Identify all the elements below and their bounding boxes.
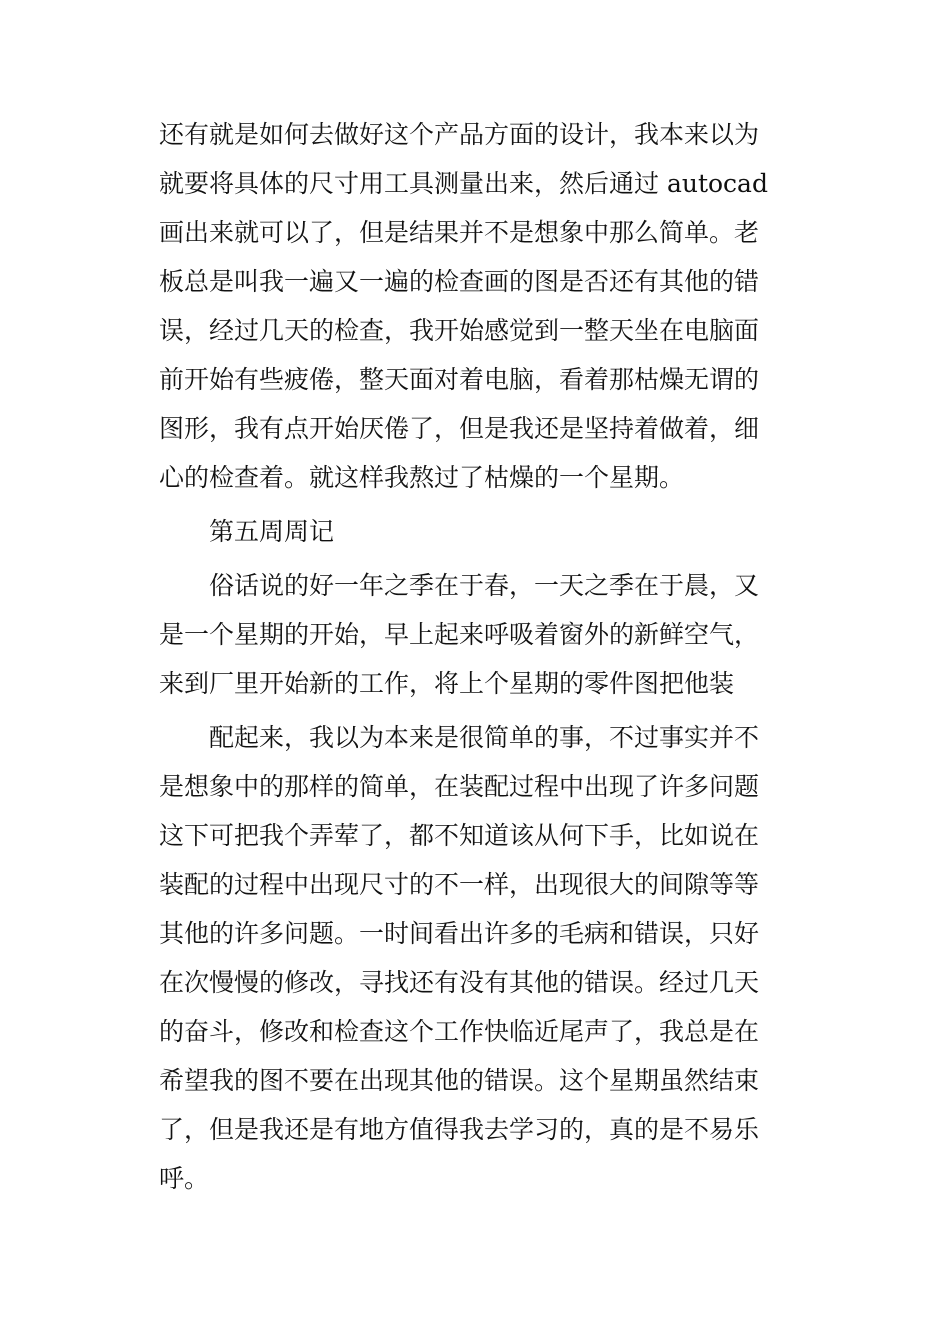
text-line: 呼。	[159, 1164, 210, 1193]
paragraph-3	[159, 713, 779, 1203]
text-line: 还有就是如何去做好这个产品方面的设计，我本来以为	[159, 120, 760, 149]
text-line: 俗话说的好一年之季在于春，一天之季在于晨，又	[209, 571, 760, 600]
text-line: 图形，我有点开始厌倦了，但是我还是坚持着做着，细	[159, 414, 760, 443]
text-line: 板总是叫我一遍又一遍的检查画的图是否还有其他的错	[159, 267, 760, 296]
text-line: 来到厂里开始新的工作，将上个星期的零件图把他装	[159, 669, 735, 698]
text-line: 是想象中的那样的简单，在装配过程中出现了许多问题	[159, 772, 760, 801]
text-line: 画出来就可以了，但是结果并不是想象中那么简单。老	[159, 218, 760, 247]
text-line: 是一个星期的开始，早上起来呼吸着窗外的新鲜空气，	[159, 620, 760, 649]
text-line: 误，经过几天的检查，我开始感觉到一整天坐在电脑面	[159, 316, 760, 345]
text-line: 的奋斗，修改和检查这个工作快临近尾声了，我总是在	[159, 1017, 760, 1046]
text-line: 就要将具体的尺寸用工具测量出来，然后通过 autocad	[159, 169, 768, 198]
text-line: 配起来，我以为本来是很简单的事，不过事实并不	[209, 723, 760, 752]
section-heading: 第五周周记	[209, 517, 335, 546]
document-body	[159, 110, 779, 1203]
text-line: 其他的许多问题。一时间看出许多的毛病和错误，只好	[159, 919, 760, 948]
text-line: 希望我的图不要在出现其他的错误。这个星期虽然结束	[159, 1066, 760, 1095]
text-line: 前开始有些疲倦，整天面对着电脑，看着那枯燥无谓的	[159, 365, 760, 394]
text-line: 这下可把我个弄荤了，都不知道该从何下手，比如说在	[159, 821, 760, 850]
text-line: 心的检查着。就这样我熬过了枯燥的一个星期。	[159, 463, 685, 492]
text-line: 了，但是我还是有地方值得我去学习的，真的是不易乐	[159, 1115, 760, 1144]
paragraph-2	[159, 561, 779, 708]
paragraph-1	[159, 110, 779, 502]
text-line: 在次慢慢的修改，寻找还有没有其他的错误。经过几天	[159, 968, 760, 997]
text-line: 装配的过程中出现尺寸的不一样，出现很大的间隙等等	[159, 870, 760, 899]
